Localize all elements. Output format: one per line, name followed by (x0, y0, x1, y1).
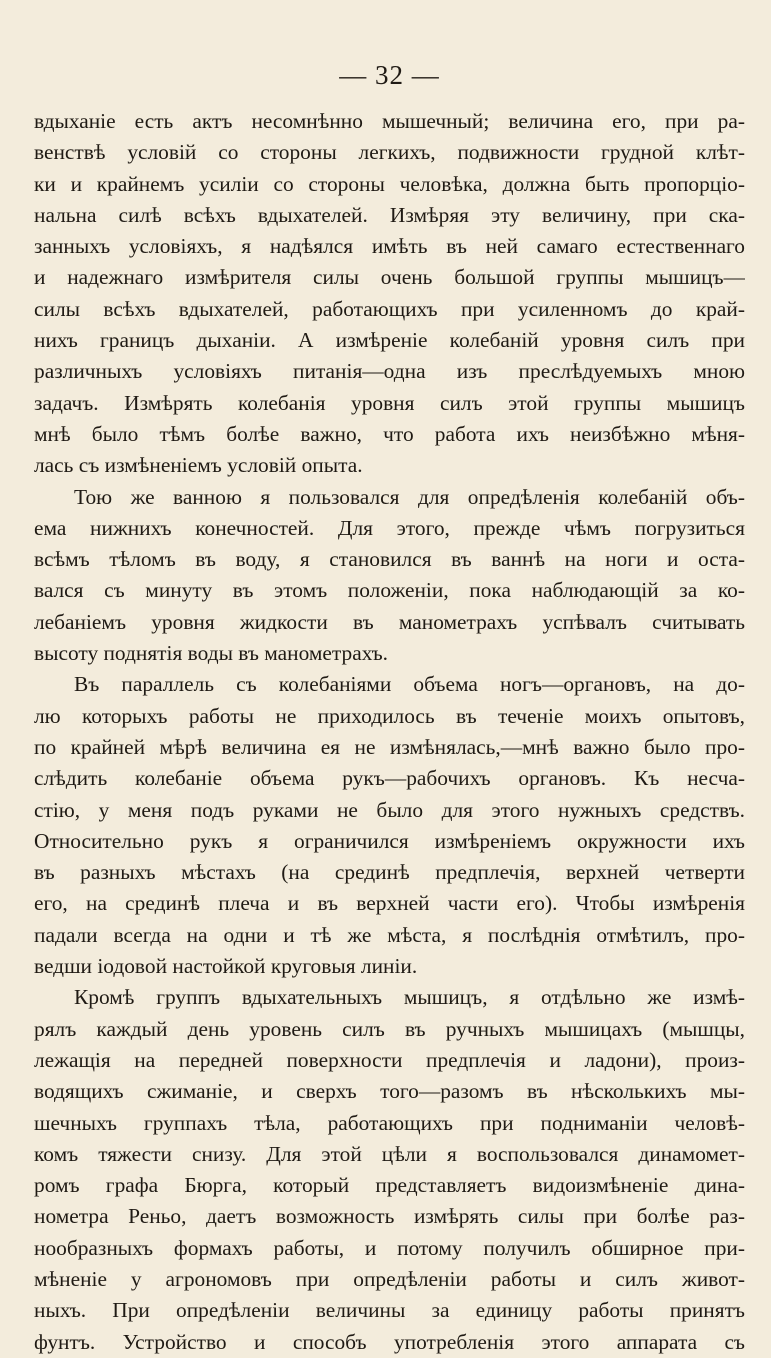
text-line: высоту поднятія воды въ манометрахъ. (34, 641, 389, 666)
page-number: — 32 — (339, 60, 440, 90)
text-line: нометра Реньо, даетъ возможность измѣрять силы при болѣе раз- (34, 1204, 745, 1229)
text-line: лебаніемъ уровня жидкости въ манометрахъ успѣвалъ считывать (34, 609, 745, 634)
text-line: нообразныхъ формахъ работы, и потому получилъ обширное при- (34, 1235, 745, 1260)
text-line: Въ параллель съ колебаніями объема ногъ—органовъ, на до- (74, 672, 745, 697)
text-line: нихъ границъ дыханіи. А измѣреніе колебаній уровня силъ при (34, 328, 745, 353)
text-line: комъ тяжести снизу. Для этой цѣли я воспользовался динамомет- (34, 1141, 745, 1166)
text-line: ки и крайнемъ усиліи со стороны человѣка, должна быть пропорціо- (34, 171, 745, 196)
text-line: рялъ каждый день уровень силъ въ ручныхъ мышицахъ (мышцы, (34, 1016, 745, 1041)
text-line: занныхъ условіяхъ, я надѣялся имѣть въ ней самаго естественнаго (34, 234, 745, 259)
text-line: нальна силѣ всѣхъ вдыхателей. Измѣряя эту величину, при ска- (34, 202, 745, 227)
text-line: мѣненіе у агрономовъ при опредѣленіи работы и силъ живот- (34, 1266, 745, 1291)
text-line: шечныхъ группахъ тѣла, работающихъ при подниманіи человѣ- (34, 1110, 745, 1135)
text-line: всѣмъ тѣломъ въ воду, я становился въ ваннѣ на ноги и оста- (34, 547, 745, 572)
text-line: ведши іодовой настойкой круговыя линіи. (34, 954, 418, 979)
text-line: лежащія на передней поверхности предплечія и ладони), произ- (34, 1047, 745, 1072)
text-line: силы всѣхъ вдыхателей, работающихъ при усиленномъ до край- (34, 296, 745, 321)
text-line: и надежнаго измѣрителя силы очень большой группы мышицъ— (34, 265, 745, 290)
text-line: его, на срединѣ плеча и въ верхней части его). Чтобы измѣренія (34, 891, 745, 916)
text-line: венствѣ условій со стороны легкихъ, подвижности грудной клѣт- (34, 140, 745, 165)
text-line: задачъ. Измѣрять колебанія уровня силъ этой группы мышицъ (34, 390, 745, 415)
text-line: ема нижнихъ конечностей. Для этого, прежде чѣмъ погрузиться (34, 515, 745, 540)
text-line: въ разныхъ мѣстахъ (на срединѣ предплечія, верхней четверти (34, 860, 745, 885)
text-line: падали всегда на одни и тѣ же мѣста, я послѣднія отмѣтилъ, про- (34, 922, 745, 947)
text-line: мнѣ было тѣмъ болѣе важно, что работа ихъ неизбѣжно мѣня- (34, 421, 745, 446)
text-line: стію, у меня подъ руками не было для этого нужныхъ средствъ. (34, 797, 745, 822)
text-line: лась съ измѣненіемъ условій опыта. (34, 453, 363, 478)
text-line: фунтъ. Устройство и способъ употребленія этого аппарата съ (34, 1329, 745, 1354)
text-line: вдыханіе есть актъ несомнѣнно мышечный; величина его, при ра- (34, 109, 745, 133)
body-text (34, 106, 745, 1358)
text-line: по крайней мѣрѣ величина ея не измѣнялась,—мнѣ важно было про- (34, 734, 745, 759)
text-line: лю которыхъ работы не приходилось въ теченіе моихъ опытовъ, (34, 703, 745, 728)
text-line: слѣдить колебаніе объема рукъ—рабочихъ органовъ. Къ несча- (34, 766, 745, 791)
text-line: водящихъ сжиманіе, и сверхъ того—разомъ въ нѣсколькихъ мы- (34, 1079, 745, 1104)
text-line: Тою же ванною я пользовался для опредѣленія колебаній объ- (74, 484, 745, 509)
text-line: вался съ минуту въ этомъ положеніи, пока наблюдающій за ко- (34, 578, 745, 603)
text-line: Относительно рукъ я ограничился измѣреніемъ окружности ихъ (34, 828, 745, 853)
text-line: ромъ графа Бюрга, который представляетъ видоизмѣненіе дина- (34, 1173, 745, 1198)
text-line: различныхъ условіяхъ питанія—одна изъ преслѣдуемыхъ мною (34, 359, 745, 384)
text-line: Кромѣ группъ вдыхательныхъ мышицъ, я отдѣльно же измѣ- (74, 985, 745, 1010)
text-line: ныхъ. При опредѣленіи величины за единицу работы принятъ (34, 1298, 745, 1323)
